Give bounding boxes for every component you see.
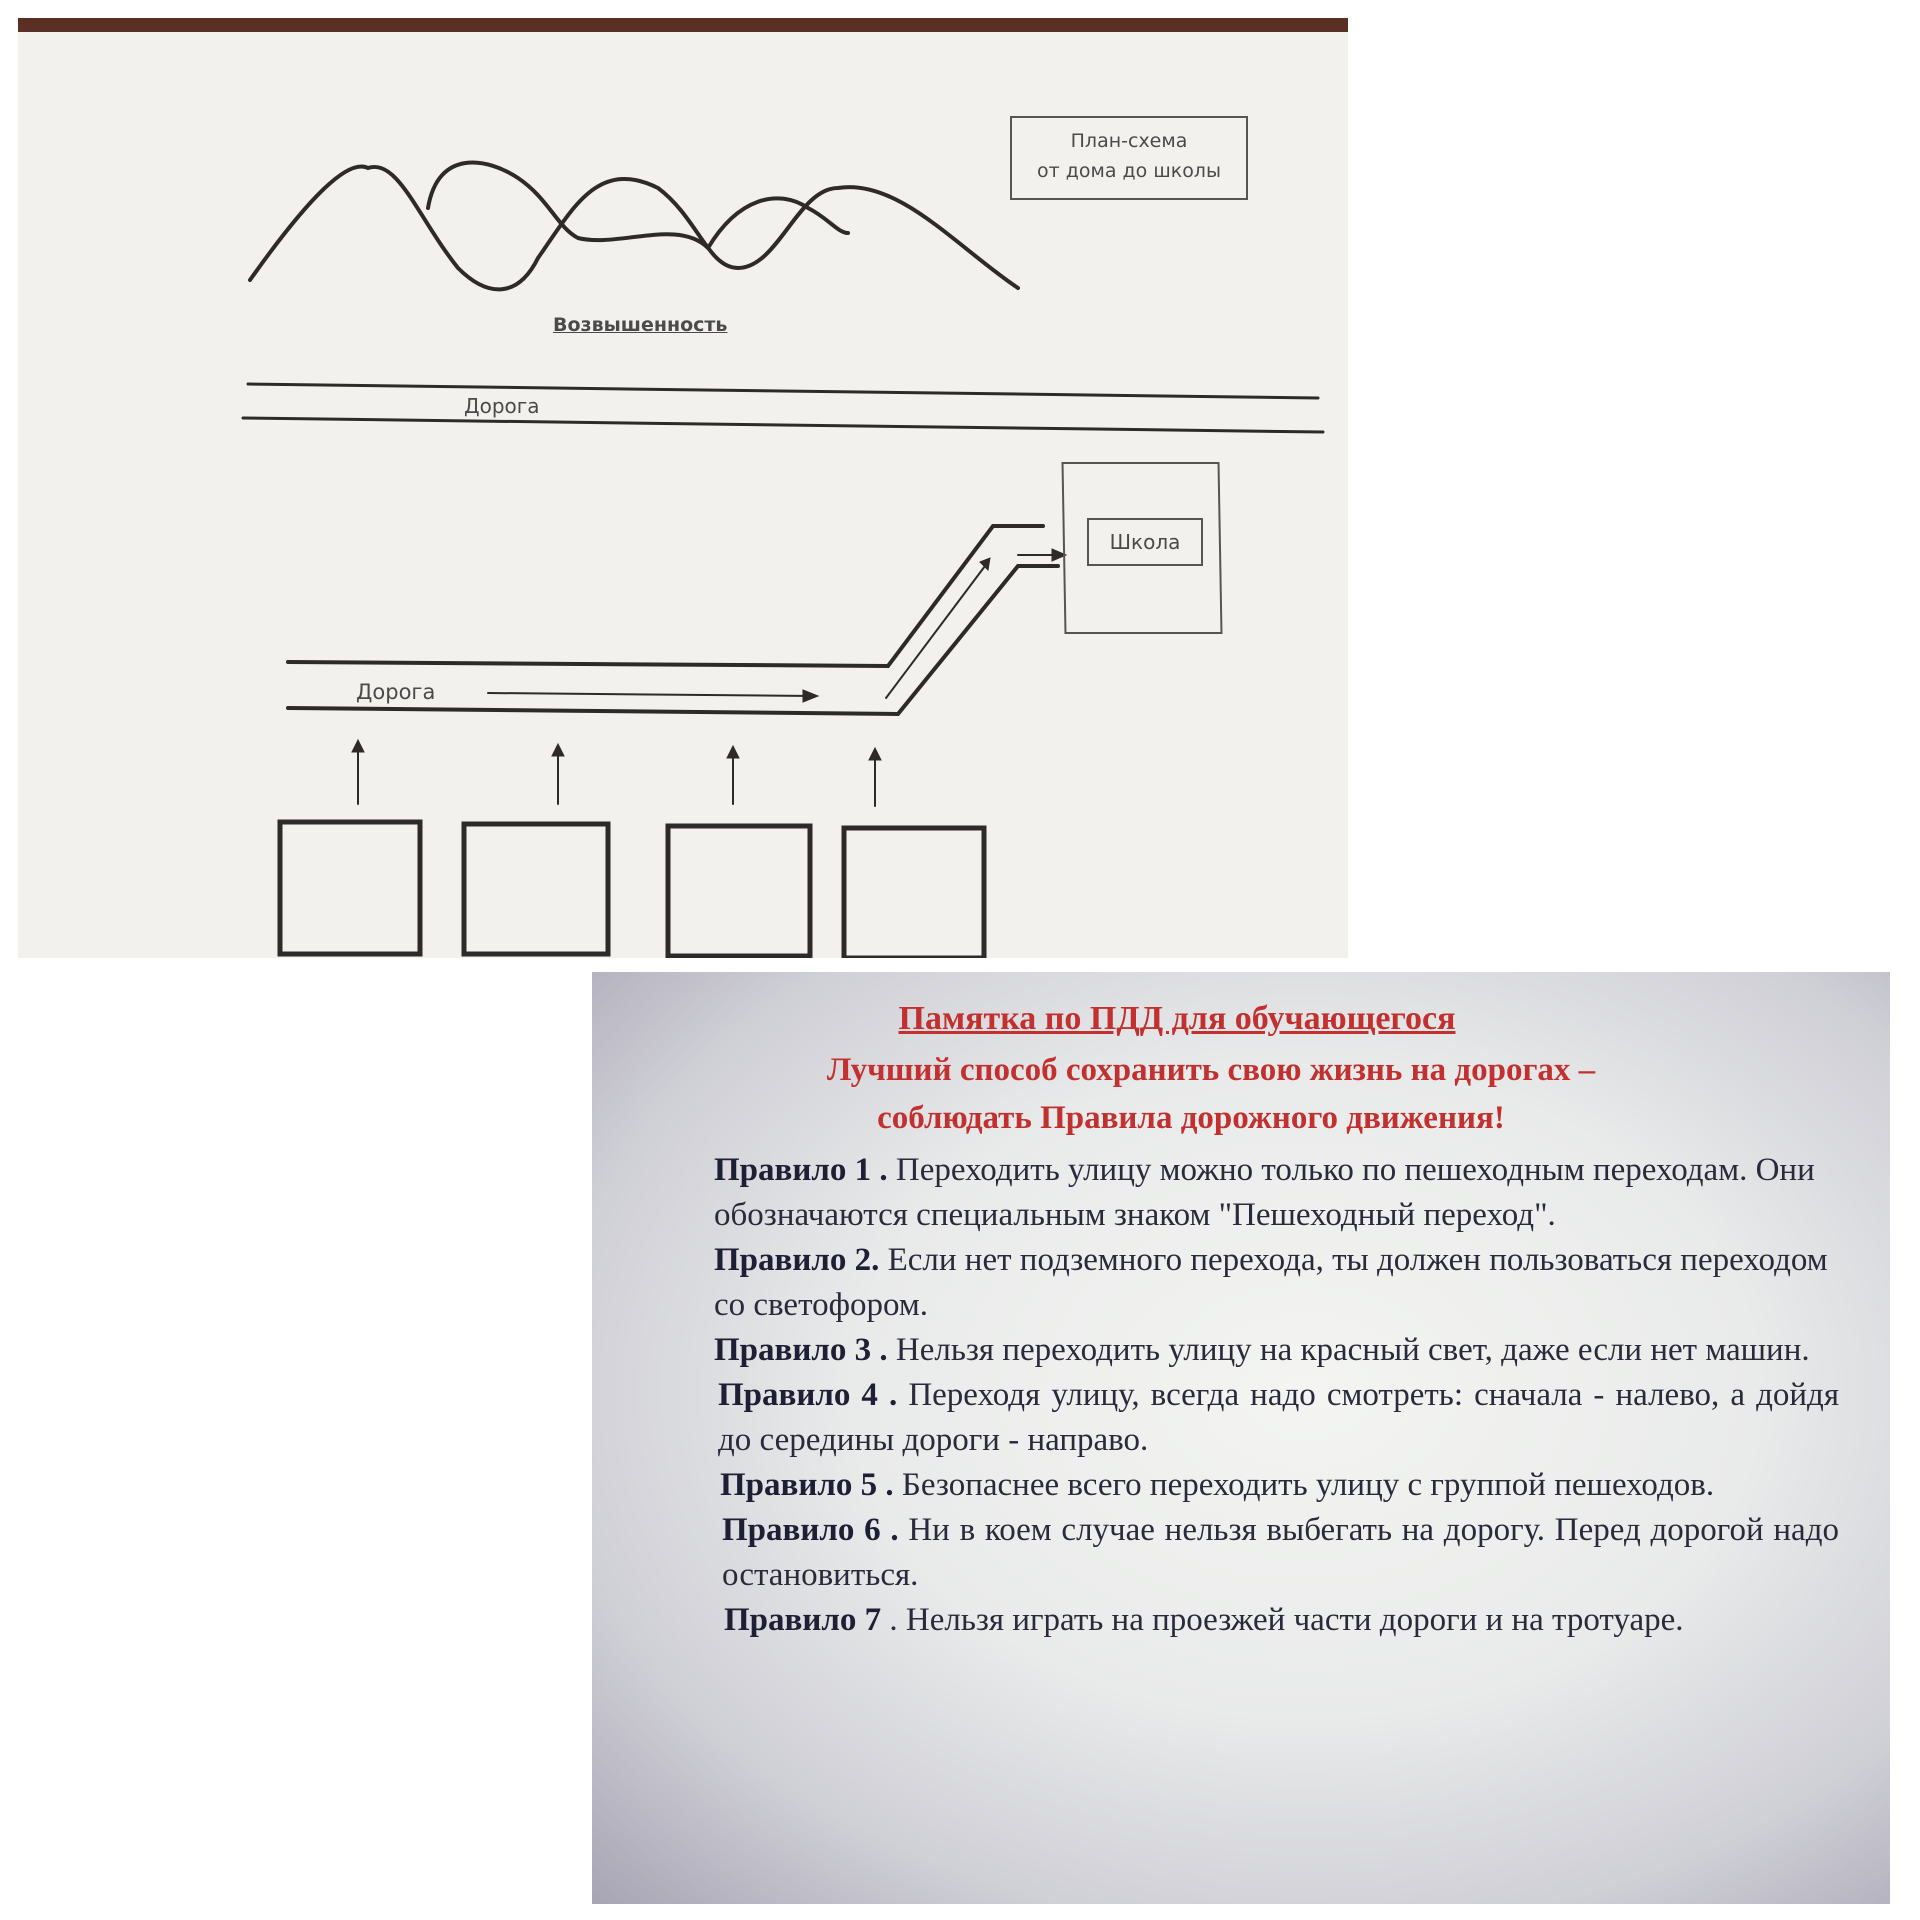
rule-text: . Нельзя играть на проезжей части дороги и на тротуаре. xyxy=(881,1602,1684,1638)
diagonal-arrow-head xyxy=(980,558,990,570)
school-label: Школа xyxy=(1087,518,1203,566)
hill-curve-2 xyxy=(428,163,708,248)
memo-title: Памятка по ПДД для обучающегося xyxy=(898,1000,1456,1037)
legend-line-2: от дома до школы xyxy=(1037,160,1221,182)
legend-line-1: План-схема xyxy=(1070,130,1188,152)
house-2 xyxy=(464,824,608,954)
rule-2 xyxy=(714,1238,1839,1328)
memo-photo xyxy=(592,972,1890,1904)
house-1 xyxy=(280,822,420,954)
rule-5 xyxy=(714,1463,1839,1508)
top-road-label: Дорога xyxy=(464,394,540,418)
house-4 xyxy=(844,828,984,958)
hill-curve-1 xyxy=(250,166,1018,289)
rule-text: Переходя улицу, всегда надо смотреть: сначала - налево, а дойдя до середины дороги - направо. xyxy=(718,1377,1839,1458)
rules-list xyxy=(714,1148,1839,1643)
rule-label: Правило 4 . xyxy=(718,1377,898,1413)
rule-text: Если нет подземного перехода, ты должен пользоваться переходом со светофором. xyxy=(714,1242,1828,1323)
rule-7 xyxy=(714,1598,1839,1643)
rule-text: Ни в коем случае нельзя выбегать на дорогу. Перед дорогой надо остановиться. xyxy=(722,1512,1839,1593)
memo-subtitle-line-1: Лучший способ сохранить свою жизнь на дорогах – xyxy=(826,1052,1596,1088)
rule-text: Безопаснее всего переходить улицу с группой пешеходов. xyxy=(893,1467,1715,1503)
diagonal-arrow-line xyxy=(886,562,988,698)
rule-label: Правило 5 . xyxy=(720,1467,894,1503)
bottom-road-label: Дорога xyxy=(356,680,436,704)
rule-label: Правило 3 . xyxy=(714,1332,888,1368)
hills-label: Возвышенность xyxy=(553,314,728,336)
rule-1 xyxy=(714,1148,1839,1238)
bottom-road-upper xyxy=(288,526,1043,666)
route-arrow-line xyxy=(488,693,813,696)
house-3 xyxy=(668,826,810,956)
rule-label: Правило 7 xyxy=(724,1602,882,1638)
top-road-line-2 xyxy=(243,418,1323,432)
plan-legend-box xyxy=(1010,116,1248,200)
memo-subtitle-line-2: соблюдать Правила дорожного движения! xyxy=(877,1100,1505,1136)
rule-6 xyxy=(714,1508,1839,1598)
rule-3 xyxy=(714,1328,1839,1373)
rule-text: Переходить улицу можно только по пешеходным переходам. Они обозначаются специальным знаком "Пешеходный переход". xyxy=(714,1152,1815,1233)
rule-label: Правило 6 . xyxy=(722,1512,899,1548)
rule-label: Правило 1 . xyxy=(714,1152,888,1188)
plan-photo xyxy=(18,18,1348,958)
rule-label: Правило 2. xyxy=(714,1242,880,1278)
route-arrow-head xyxy=(803,690,818,702)
rule-text: Нельзя переходить улицу на красный свет, даже если нет машин. xyxy=(887,1332,1810,1368)
top-road-line-1 xyxy=(248,384,1318,398)
rule-4 xyxy=(714,1373,1839,1463)
